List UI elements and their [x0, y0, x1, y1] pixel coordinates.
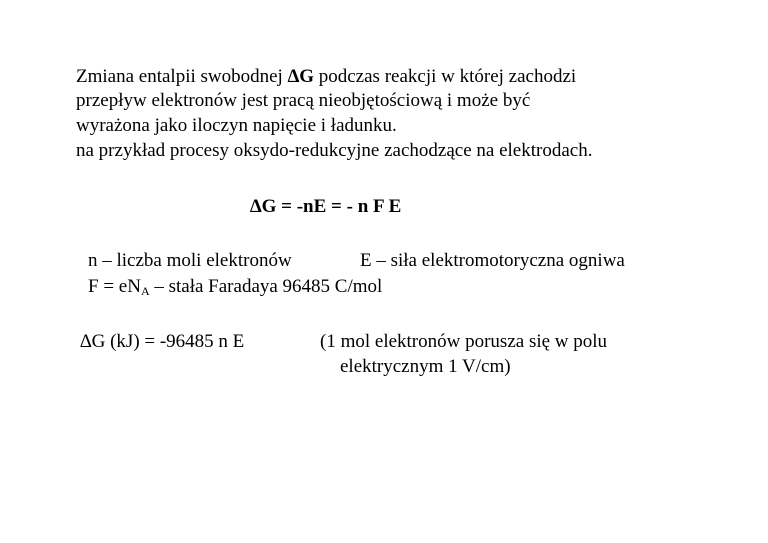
faraday-subscript: A — [140, 284, 150, 298]
e-definition: E – siła elektromotoryczna ogniwa — [360, 250, 625, 271]
formula-note-line-2: elektrycznym 1 V/cm) — [340, 356, 511, 377]
intro-line-2: przepływ elektronów jest pracą nieobjętościową i może być — [76, 90, 531, 111]
intro-line-1 — [76, 66, 576, 88]
n-definition: n – liczba moli elektronów — [88, 250, 292, 271]
intro-line-1-post: podczas reakcji w której zachodzi — [314, 66, 577, 87]
faraday-pre: F = eN — [88, 276, 141, 297]
faraday-definition — [88, 276, 382, 298]
main-equation: ∆G = -nE = - n F E — [250, 196, 402, 217]
formula-note-line-1: (1 mol elektronów porusza się w polu — [320, 331, 608, 352]
intro-line-1-pre: Zmiana entalpii swobodnej — [76, 66, 288, 87]
intro-line-3: wyrażona jako iloczyn napięcie i ładunku. — [76, 115, 397, 136]
delta-g-formula: ∆G (kJ) = -96485 n E — [80, 331, 245, 352]
intro-line-4: na przykład procesy oksydo-redukcyjne zachodzące na elektrodach. — [76, 140, 593, 161]
delta-g-symbol: ∆G — [287, 66, 314, 87]
faraday-post: – stała Faradaya 96485 C/mol — [149, 276, 383, 297]
